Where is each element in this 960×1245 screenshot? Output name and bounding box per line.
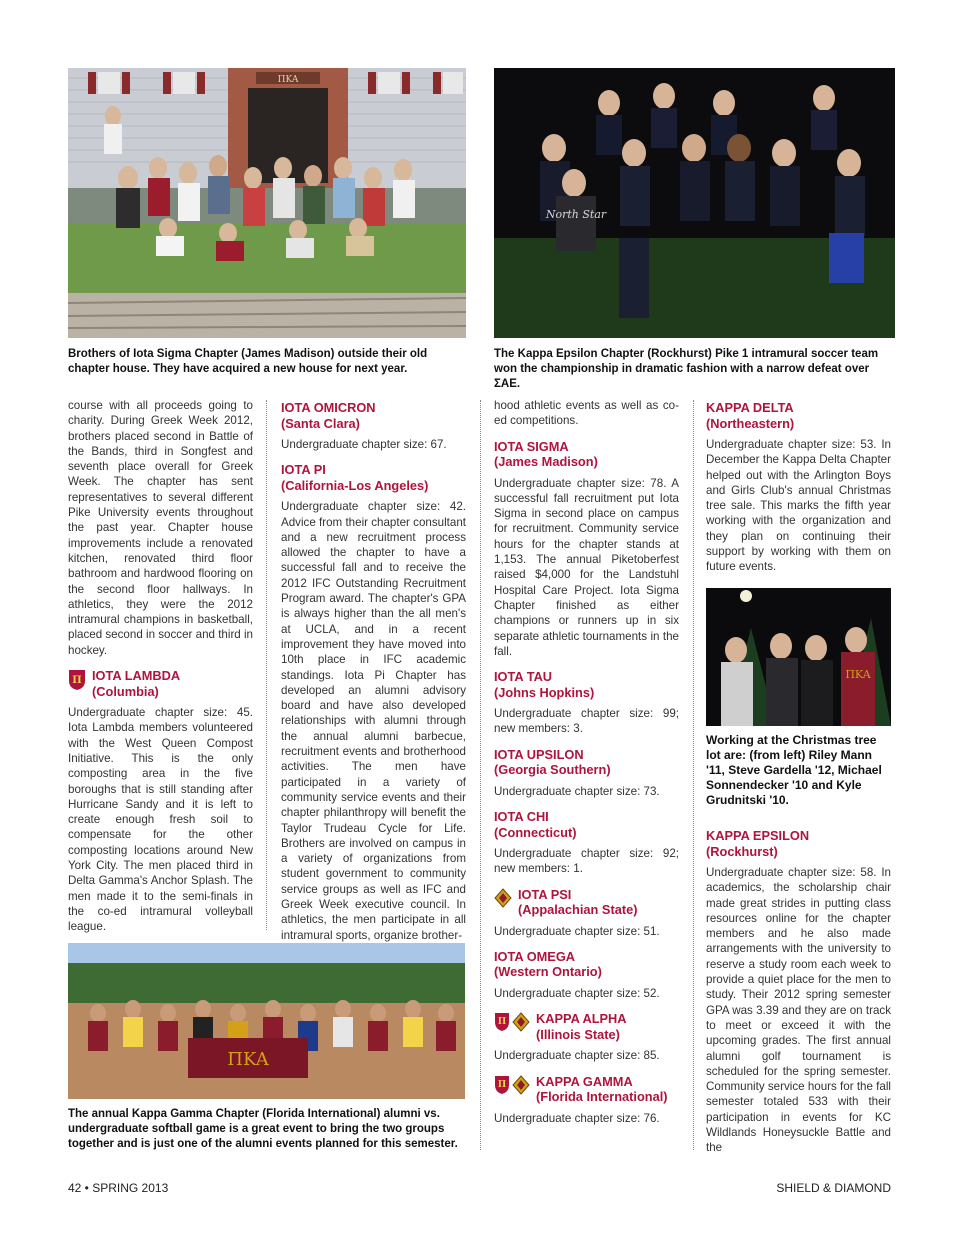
- chapter-body: Undergraduate chapter size: 42. Advice from their chapter consultant and a new recruitment process allowed the chapter to have a successful fall and to receive the 2012 IFC Outstanding Recruitment Program award. The chapter's GPA is always higher than the all men's at UCLA, and in a recent improvement they have moved into 10th place in IFC academic standings. Iota Pi Chapter has developed an alumni advisory board and have also developed relationships with alumni through the annual alumni barbecue, recruitment events and brotherhood activities. The men have participated in a variety of community service events and their chapter philanthropy will benefit the Taylor Trudeau Cycle for Life. Brothers are involved on campus in a variety of organizations from student government to community service groups as well as IFC and Greek Week executive council. In athletics, the men participate in all intramural sports, organize brother-: [281, 500, 466, 942]
- chapter-school: (Appalachian State): [518, 902, 638, 918]
- photo-banner-letters: ΠKA: [277, 75, 299, 85]
- chapter-heading-iota-omega: [494, 949, 679, 980]
- chapter-name: IOTA TAU: [494, 669, 553, 685]
- chapter-school: (Illinois State): [536, 1026, 620, 1042]
- chapter-name: IOTA PI: [281, 462, 326, 478]
- chapter-name: IOTA LAMBDA: [92, 668, 181, 684]
- chapter-heading-kappa-epsilon: [706, 828, 891, 859]
- chapter-name: IOTA CHI: [494, 809, 549, 825]
- chapter-school: (Rockhurst): [706, 843, 778, 859]
- chapter-crest-icon: [68, 669, 86, 691]
- svg-text:Π: Π: [497, 1079, 507, 1090]
- chapter-school: (Western Ontario): [494, 964, 602, 980]
- chapter-name: IOTA OMEGA: [494, 948, 576, 964]
- chapter-heading-iota-omicron: [281, 400, 466, 431]
- chapter-school: (Florida International): [536, 1089, 668, 1105]
- column-4-top: [706, 398, 891, 581]
- chapter-heading-iota-sigma: [494, 439, 679, 470]
- photo-softball-game: [68, 943, 465, 1099]
- chapter-name: IOTA OMICRON: [281, 400, 376, 415]
- chapter-body: Undergraduate chapter size: 73.: [494, 784, 660, 798]
- chapter-school: (Georgia Southern): [494, 762, 611, 778]
- chapter-heading-iota-psi: [494, 887, 679, 918]
- chapter-heading-iota-chi: [494, 809, 679, 840]
- column-2: [281, 398, 466, 949]
- chapter-school: (James Madison): [494, 454, 598, 470]
- chapter-body: Undergraduate chapter size: 85.: [494, 1049, 660, 1063]
- chapter-school: (Columbia): [92, 683, 159, 699]
- photo-banner-text: ΠKA: [227, 1049, 269, 1070]
- chapter-name: KAPPA ALPHA: [536, 1011, 627, 1027]
- chapter-body: Undergraduate chapter size: 99; new members: 3.: [494, 707, 679, 736]
- article-continuation: hood athletic events as well as co-ed competitions.: [494, 399, 679, 428]
- photo-shirt-letters: ΠKA: [845, 668, 871, 681]
- chapter-school: (Santa Clara): [281, 415, 360, 431]
- column-1: [68, 398, 253, 941]
- chapter-name: IOTA PSI: [518, 886, 572, 902]
- caption-soccer-team: The Kappa Epsilon Chapter (Rockhurst) Pike 1 intramural soccer team won the championship in dramatic fashion with a narrow defeat over ΣAE.: [494, 348, 879, 390]
- footer-publication-name: SHIELD & DIAMOND: [776, 1181, 891, 1195]
- chapter-crest-icon: [494, 1012, 530, 1032]
- column-3: [494, 398, 679, 1132]
- chapter-heading-iota-tau: [494, 669, 679, 700]
- column-divider: [480, 400, 481, 1150]
- chapter-school: (Northeastern): [706, 415, 795, 431]
- chapter-name: KAPPA GAMMA: [536, 1073, 633, 1089]
- chapter-school: (Johns Hopkins): [494, 684, 595, 700]
- chapter-heading-kappa-alpha: [494, 1011, 679, 1042]
- chapter-name: KAPPA EPSILON: [706, 828, 810, 843]
- chapter-body: Undergraduate chapter size: 92; new members: 1.: [494, 847, 679, 876]
- chapter-body: Undergraduate chapter size: 51.: [494, 924, 660, 938]
- photo-chapter-house: [68, 68, 466, 338]
- column-4-bottom: [706, 826, 891, 1162]
- caption-softball-game: The annual Kappa Gamma Chapter (Florida International) alumni vs. undergraduate softball game is a great event to bring the two groups together and is just one of the alumni events planned for this semester.: [68, 1108, 458, 1150]
- chapter-body: Undergraduate chapter size: 76.: [494, 1111, 660, 1125]
- chapter-name: KAPPA DELTA: [706, 400, 794, 415]
- svg-text:Π: Π: [72, 675, 82, 687]
- chapter-name: IOTA UPSILON: [494, 746, 584, 762]
- column-divider: [266, 400, 267, 930]
- footer-page-info: 42 • SPRING 2013: [68, 1181, 169, 1195]
- photo-soccer-team: [494, 68, 895, 338]
- chapter-heading-iota-upsilon: [494, 747, 679, 778]
- chapter-body: Undergraduate chapter size: 67.: [281, 438, 447, 451]
- chapter-crest-icon: [494, 1075, 530, 1095]
- shield-diamond-icon: [494, 888, 512, 908]
- caption-chapter-house: Brothers of Iota Sigma Chapter (James Madison) outside their old chapter house. They have acquired a new house for next year.: [68, 348, 428, 375]
- chapter-heading-kappa-delta: [706, 400, 891, 431]
- chapter-name: IOTA SIGMA: [494, 438, 569, 454]
- chapter-school: (California-Los Angeles): [281, 477, 429, 493]
- chapter-body: Undergraduate chapter size: 45. Iota Lambda members volunteered with the West Queen Compost Initiative. This is the only composting area in the five boroughs that is still standing after Hurricane Sandy and it is left to create enough fresh soil to compensate for the other composting locations around New York City. The men placed third in Delta Gamma's Anchor Splash. The men made it to the semi-finals in the co-ed intramural volleyball league.: [68, 706, 253, 934]
- chapter-body: Undergraduate chapter size: 58. In academics, the scholarship chair made great strides in putting class resources online for the chapter members and he also made arrangements with the university to reserve a study room each week to provide a quiet place for the men to study. Their 2012 spring semester GPA was 3.39 and they are on track to meet or exceed it with the upcoming grades. The first annual alumni golf tournament is scheduled for the spring semester. Community service hours for the fall semester totaled 533 with their participation in events for KC Wildlands Honeysuckle Battle and the: [706, 866, 891, 1155]
- chapter-school: (Connecticut): [494, 824, 577, 840]
- photo-jersey-text: North Star: [545, 208, 607, 221]
- chapter-heading-iota-pi: [281, 462, 466, 493]
- chapter-body: Undergraduate chapter size: 52.: [494, 986, 660, 1000]
- caption-christmas-tree-lot: Working at the Christmas tree lot are: (from left) Riley Mann '11, Steve Gardella '12, Michael Sonnendecker '10 and Kyle Grudnitski '10.: [706, 733, 882, 807]
- svg-text:Π: Π: [497, 1017, 507, 1028]
- article-continuation: course with all proceeds going to charity. During Greek Week 2012, brothers placed second in Battle of the Bands, third in Songfest and seventh place overall for Greek Week. The chapter has sent representatives to several different Pike University events throughout the past year. Chapter house improvements include a renovated kitchen, renovated third floor bathroom and hardwood flooring on the second floor hallways. In athletics, they were the 2012 intramural champions in basketball, placed second in soccer and third in hockey.: [68, 399, 253, 657]
- chapter-heading-iota-lambda: [68, 668, 253, 699]
- chapter-body: Undergraduate chapter size: 53. In December the Kappa Delta Chapter helped out with the Arlington Boys and Girls Club's annual Christmas tree sale. This marks the fifth year working with the organization and they plan on continuing their support by working with them on future events.: [706, 438, 891, 574]
- chapter-heading-kappa-gamma: [494, 1074, 679, 1105]
- photo-christmas-tree-lot: [706, 588, 891, 726]
- column-divider: [693, 400, 694, 1150]
- chapter-body: Undergraduate chapter size: 78. A successful fall recruitment put Iota Sigma in second place on campus for recruitment. Community service hours for the chapter stands at 1,153. The annual Piketoberfest raised $4,000 for the Landstuhl Hospital Care Project. Iota Sigma Chapter finished as either champions or runners up in six separate athletic tournaments in the fall.: [494, 476, 679, 658]
